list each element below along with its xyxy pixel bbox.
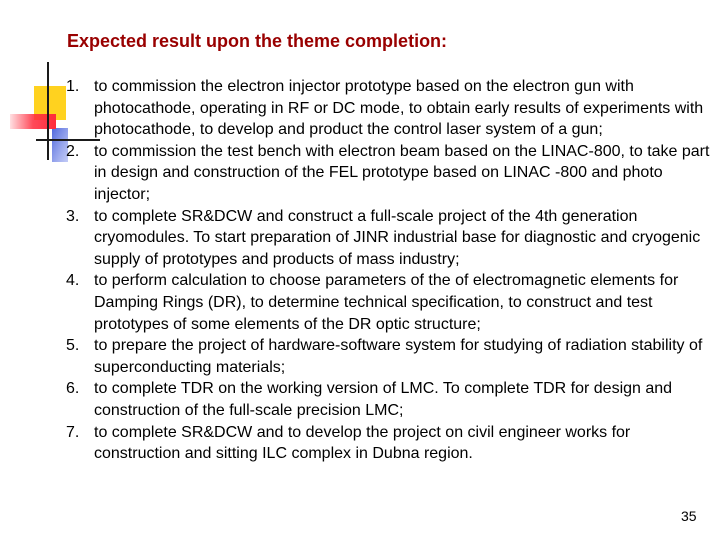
list-item-text: to complete SR&DCW and construct a full-scale project of the 4th generation cryomodules. To start preparation of JINR industrial base for diagnostic and cryogenic supply of prototypes and products of mass industry; (94, 207, 701, 268)
list-item (66, 270, 716, 335)
list-item (66, 378, 716, 421)
list-item-number: 3. (66, 207, 80, 225)
list-item (66, 335, 716, 378)
page-number: 35 (681, 508, 697, 524)
list-item (66, 76, 716, 141)
list-item-text: to commission the electron injector prototype based on the electron gun with photocathode, operating in RF or DC mode, to obtain early results of experiments with photocathode, to develop and product the control laser system of a gun; (94, 78, 704, 139)
list-item-text: to commission the test bench with electron beam based on the LINAC-800, to take part in design and construction of the FEL prototype based on LINAC -800 and photo injector; (94, 142, 710, 203)
red-bar (10, 114, 56, 129)
list-item-number: 6. (66, 380, 80, 398)
list-item-number: 4. (66, 272, 80, 290)
list-item-text: to perform calculation to choose parameters of the of electromagnetic elements for Damping Rings (DR), to determine technical specification, to construct and test prototypes of some elements of the DR optic structure; (94, 272, 679, 333)
list-item-number: 5. (66, 337, 80, 355)
list-item-text: to prepare the project of hardware-software system for studying of radiation stability of superconducting materials; (94, 337, 703, 376)
list-item-number: 7. (66, 423, 80, 441)
list-item-text: to complete TDR on the working version of LMC. To complete TDR for design and construction of the full-scale precision LMC; (94, 380, 673, 419)
list-item-number: 2. (66, 142, 80, 160)
slide-title: Expected result upon the theme completion: (67, 31, 448, 51)
list-item (66, 206, 716, 271)
results-list (66, 76, 716, 465)
list-item-text: to complete SR&DCW and to develop the project on civil engineer works for construction and sitting ILC complex in Dubna region. (94, 423, 631, 463)
list-item-number: 1. (66, 78, 80, 95)
list-item (66, 141, 716, 206)
list-item (66, 422, 716, 465)
